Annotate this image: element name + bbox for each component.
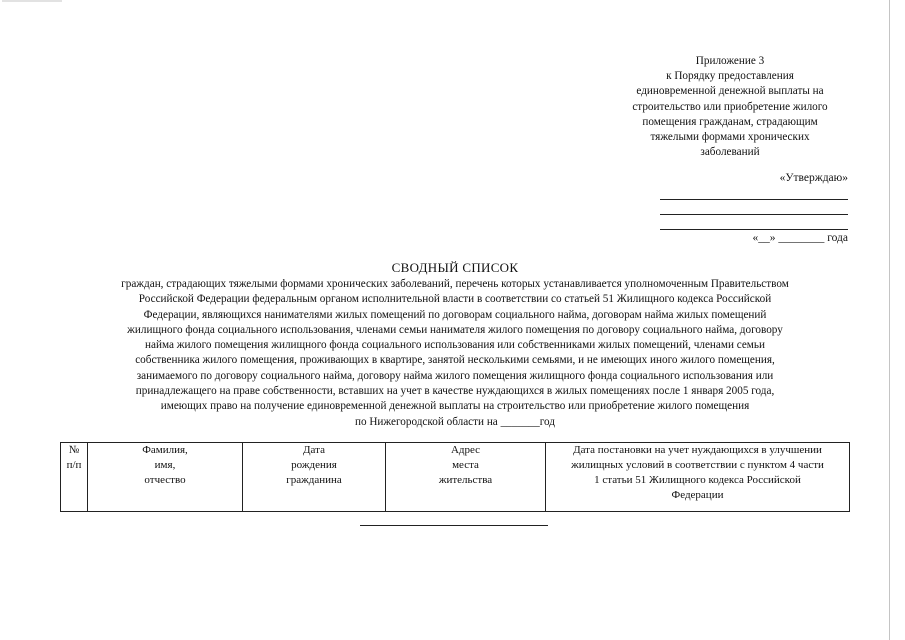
appendix-line: помещения гражданам, страдающим [642, 115, 818, 128]
document-body [52, 277, 858, 430]
table-header-row [61, 443, 850, 512]
header-registration-date [546, 443, 850, 512]
appendix-note [600, 54, 860, 160]
body-line: жилищного фонда социального использования, членами семьи нанимателя жилого помещения по договору социального найма, договору [127, 323, 783, 336]
body-line: граждан, страдающих тяжелыми формами хронических заболеваний, перечень которых устанавливается уполномоченным Правительством [121, 278, 789, 290]
header-number [61, 443, 88, 512]
body-line: по Нижегородской области на _______год [354, 415, 556, 428]
appendix-line: единовременной денежной выплаты на [636, 85, 824, 98]
header-text: места [452, 459, 479, 471]
approval-date-line: «__» ________ года [752, 232, 848, 244]
header-text: 1 статьи 51 Жилищного кодекса Российской [594, 474, 801, 486]
header-text: гражданина [286, 474, 342, 486]
scan-corner-mark [2, 0, 62, 2]
header-text: рождения [291, 459, 337, 471]
body-line: собственника жилого помещения, проживающих в квартире, занятой несколькими семьями, и не имеющих иного жилого помещения, [135, 354, 775, 367]
header-full-name [88, 443, 243, 512]
header-text: жительства [438, 474, 493, 486]
header-text: № [68, 444, 80, 456]
header-text: Дата постановки на учет нуждающихся в улучшении [573, 444, 822, 456]
header-text: имя, [154, 459, 176, 471]
body-line: имеющих право на получение единовременной денежной выплаты на строительство или приобретение жилого помещения [160, 400, 750, 413]
register-table [60, 442, 850, 512]
header-text: отчество [144, 474, 186, 486]
body-line: Федерации, являющихся нанимателями жилых помещений по договорам социального найма, договорам найма жилых помещений [143, 308, 767, 321]
header-birth-date [243, 443, 386, 512]
header-text: п/п [66, 459, 82, 471]
appendix-line: заболеваний [700, 146, 760, 159]
header-text: Федерации [671, 489, 724, 501]
header-address [386, 443, 546, 512]
header-text: Фамилия, [142, 444, 188, 456]
signature-line [660, 199, 848, 200]
appendix-line: к Порядку предоставления [666, 70, 794, 83]
body-line: занимаемого по договору социального найма, договору найма жилого помещения жилищного фонда социального использования или [136, 369, 774, 382]
header-text: Дата [303, 444, 325, 456]
body-line: найма жилого помещения жилищного фонда социального использования или собственниками жилых помещений, членами семьи [145, 339, 765, 352]
header-text: Адрес [450, 444, 481, 456]
document-title: СВОДНЫЙ СПИСОК [391, 260, 519, 275]
header-text: жилищных условий в соответствии с пунктом 4 части [571, 459, 824, 471]
signature-line [660, 214, 848, 215]
appendix-line: строительство или приобретение жилого [632, 100, 828, 113]
footer-signature-line [360, 525, 548, 526]
approval-title: «Утверждаю» [779, 172, 848, 184]
appendix-line: тяжелыми формами хронических [650, 131, 810, 144]
body-line: Российской Федерации федеральным органом исполнительной власти в соответствии со статьей 51 Жилищного кодекса Российской [138, 293, 772, 306]
body-line: принадлежащего на праве собственности, вставших на учет в качестве нуждающихся в жилых помещениях после 1 января 2005 года, [135, 385, 775, 398]
scan-edge-line [889, 0, 890, 640]
signature-line [660, 229, 848, 230]
appendix-line: Приложение 3 [695, 55, 765, 67]
